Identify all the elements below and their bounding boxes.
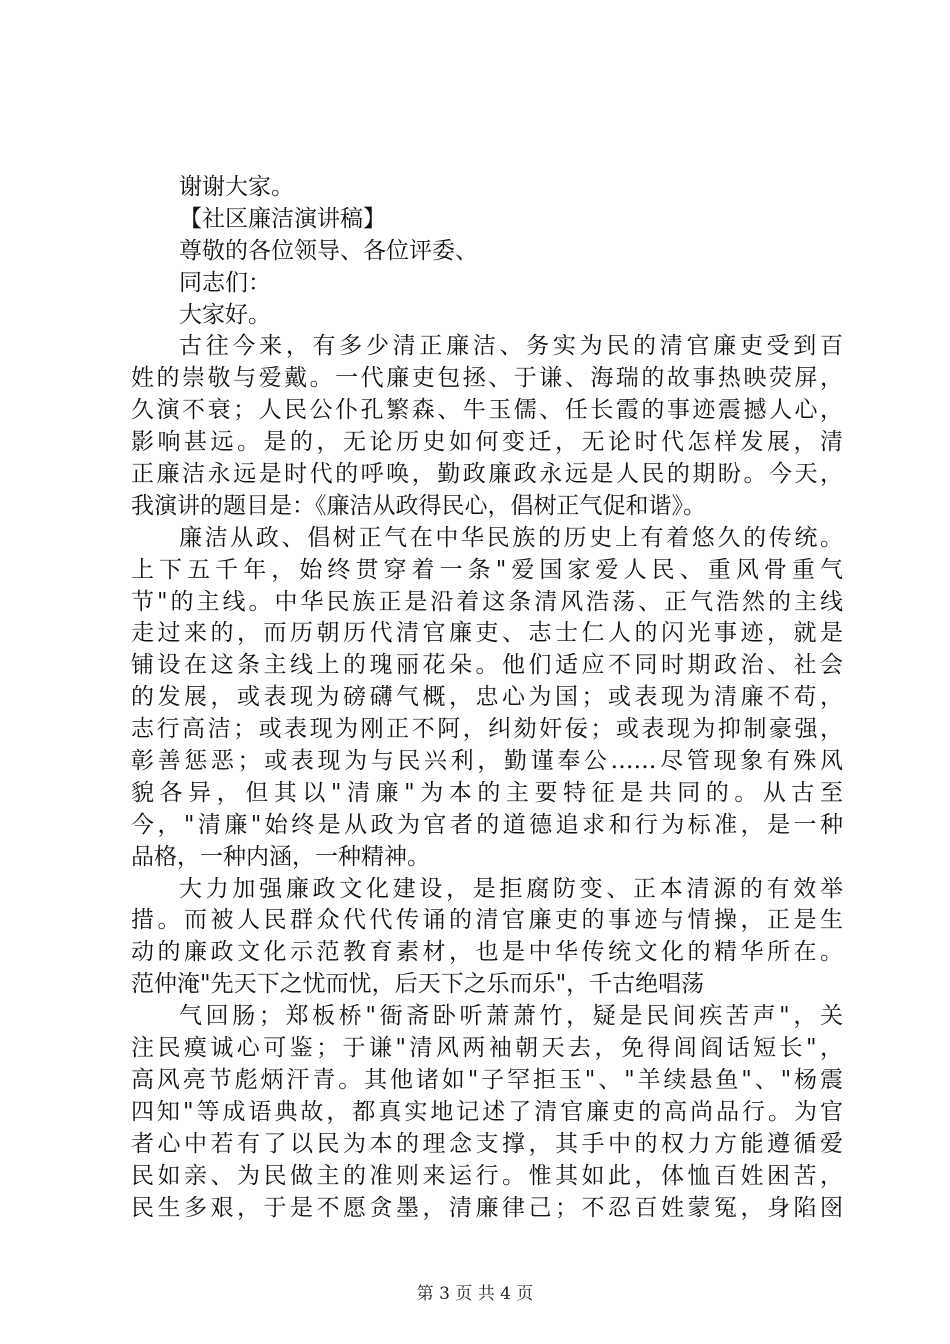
text-line: 范仲淹"先天下之忧而忧，后天下之乐而乐"，千古绝唱荡 [131, 971, 705, 998]
text-line: 动的廉政文化示范教育素材，也是中华传统文化的精华所在。 [131, 939, 843, 966]
text-line: 谢谢大家。 [179, 174, 294, 200]
text-line: 措。而被人民群众代代传诵的清官廉吏的事迹与情操，正是生 [131, 907, 843, 934]
text-line: 【社区廉洁演讲稿】 [179, 205, 386, 232]
text-line: 久演不衰；人民公仆孔繁森、牛玉儒、任长霞的事迹震撼人心， [131, 397, 843, 424]
text-line: 上下五千年，始终贯穿着一条"爱国家爱人民、重风骨重气 [131, 556, 843, 583]
text-line: 者心中若有了以民为本的理念支撑，其手中的权力方能遵循爱 [131, 1130, 843, 1157]
text-line: 今，"清廉"始终是从政为官者的道德追求和行为标准，是一种 [131, 811, 843, 838]
text-line: 大力加强廉政文化建设，是拒腐防变、正本清源的有效举 [179, 875, 843, 902]
text-line: 走过来的，而历朝历代清官廉吏、志士仁人的闪光事迹，就是 [131, 620, 843, 647]
text-line: 的发展，或表现为磅礴气概，忠心为国；或表现为清廉不苟， [131, 684, 843, 711]
document-body [131, 172, 843, 1224]
text-line: 气回肠；郑板桥"衙斋卧听萧萧竹，疑是民间疾苦声"，关 [179, 1003, 843, 1030]
text-line: 正廉洁永远是时代的呼唤，勤政廉政永远是人民的期盼。今天， [131, 461, 843, 488]
text-line: 大家好。 [179, 301, 271, 328]
text-line: 品格，一种内涵，一种精神。 [131, 843, 430, 870]
text-line: 民生多艰，于是不愿贪墨，清廉律己；不忍百姓蒙冤，身陷囹 [131, 1194, 843, 1221]
text-line: 高风亮节彪炳汗青。其他诸如"子罕拒玉"、"羊续悬鱼"、"杨震 [131, 1066, 843, 1093]
text-line: 我演讲的题目是：《廉洁从政得民心，倡树正气促和谐》。 [131, 492, 706, 519]
text-line: 尊敬的各位领导、各位评委、 [179, 237, 478, 264]
text-line: 四知"等成语典故，都真实地记述了清官廉吏的高尚品行。为官 [131, 1098, 843, 1125]
text-line: 古往今来，有多少清正廉洁、务实为民的清官廉吏受到百 [179, 333, 843, 360]
page-footer: 第 3 页 共 4 页 [416, 1284, 534, 1304]
text-line: 铺设在这条主线上的瑰丽花朵。他们适应不同时期政治、社会 [131, 652, 843, 679]
text-line: 民如亲、为民做主的准则来运行。惟其如此，体恤百姓困苦， [131, 1162, 843, 1189]
text-line: 貌各异，但其以"清廉"为本的主要特征是共同的。从古至 [131, 779, 843, 806]
text-line: 节"的主线。中华民族正是沿着这条清风浩荡、正气浩然的主线 [131, 588, 843, 615]
text-line: 注民瘼诚心可鉴；于谦"清风两袖朝天去，免得闾阎话短长"， [131, 1035, 843, 1062]
text-line: 志行高洁；或表现为刚正不阿，纠劾奸佞；或表现为抑制豪强， [131, 716, 843, 743]
text-line: 影响甚远。是的，无论历史如何变迁，无论时代怎样发展，清 [131, 429, 843, 456]
text-line: 姓的崇敬与爱戴。一代廉吏包拯、于谦、海瑞的故事热映荧屏， [131, 365, 843, 392]
text-line: 彰善惩恶；或表现为与民兴利，勤谨奉公……尽管现象有殊风 [131, 748, 843, 775]
text-line: 同志们： [179, 269, 271, 296]
text-line: 廉洁从政、倡树正气在中华民族的历史上有着悠久的传统。 [179, 524, 843, 551]
